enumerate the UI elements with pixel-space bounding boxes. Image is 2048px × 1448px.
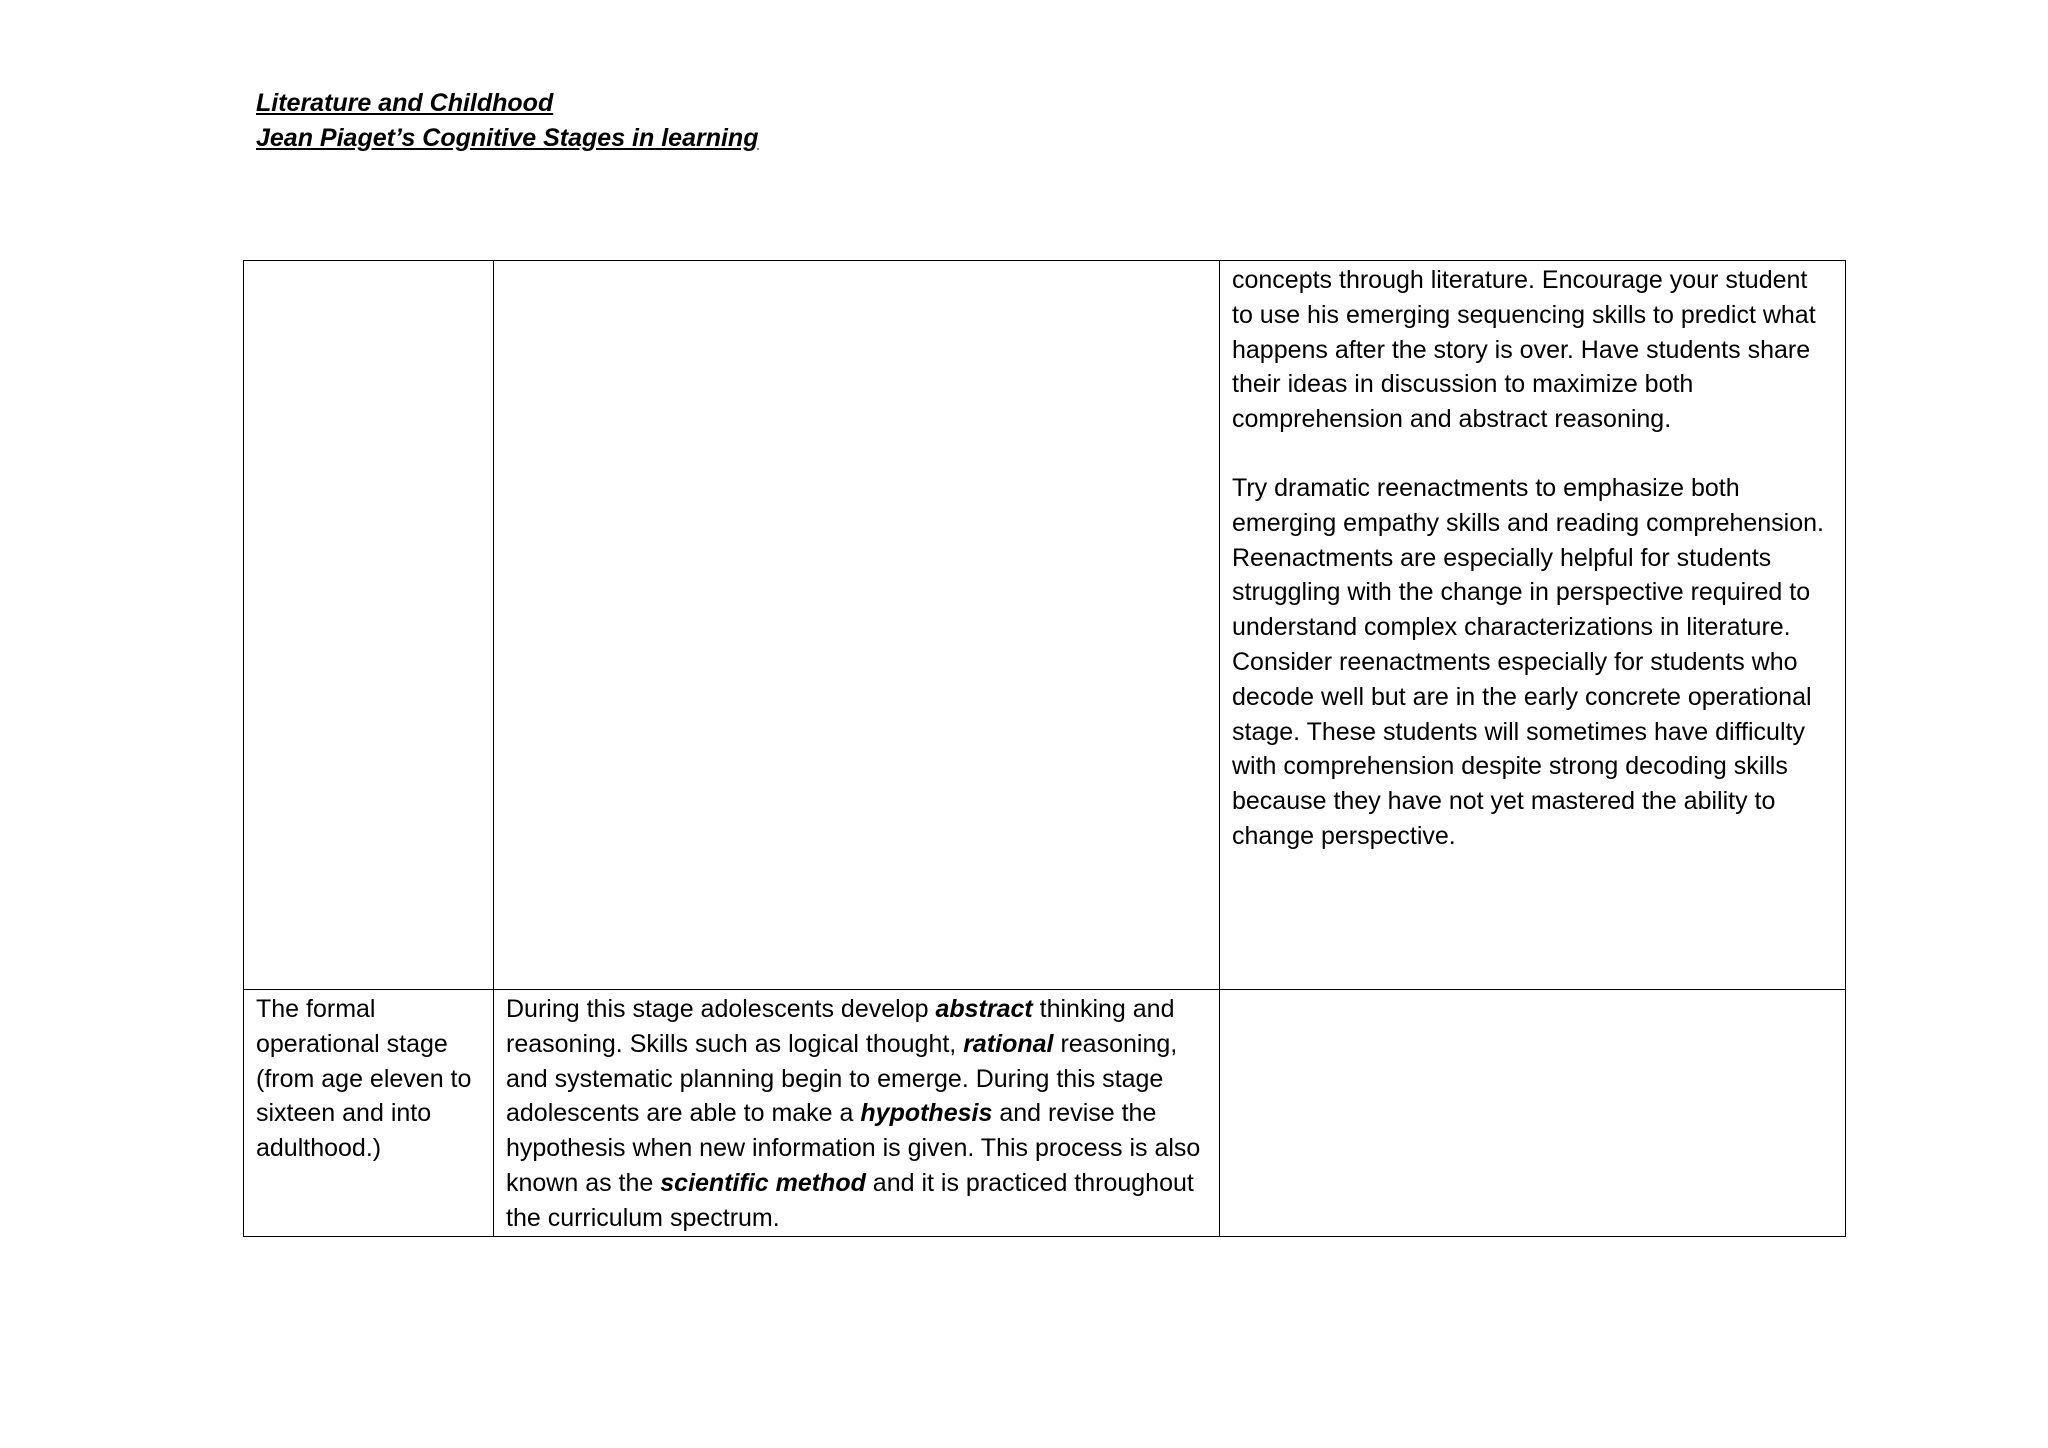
description-cell: During this stage adolescents develop abstract thinking and reasoning. Skills such as logical thought, rational reasoning, and systematic planning begin to emerge. During this stage adolescents are able to make a hypothesis and revise the hypothesis when new information is given. This process is also known as the scientific method and it is practiced throughout the curriculum spectrum. xyxy=(494,990,1220,1237)
keyword-abstract: abstract xyxy=(935,995,1033,1023)
stage-name: The formal operational stage (from age eleven to sixteen and into adulthood.) xyxy=(256,995,472,1163)
table-row xyxy=(244,990,1846,1237)
document-subtitle: Jean Piaget’s Cognitive Stages in learning xyxy=(256,124,759,152)
stage-cell xyxy=(244,261,494,990)
stage-cell xyxy=(244,990,494,1237)
table-row xyxy=(244,261,1846,990)
keyword-scientific-method: scientific method xyxy=(660,1168,866,1197)
keyword-rational: rational xyxy=(963,1029,1054,1058)
activity-paragraph: concepts through literature. Encourage your student to use his emerging sequencing skills to predict what happens after the story is over. Have students share their ideas in discussion to maximize both comprehension and abstract reasoning. xyxy=(1232,266,1816,434)
course-title: Literature and Childhood xyxy=(256,89,554,117)
document-header xyxy=(256,86,758,156)
cognitive-stages-table xyxy=(243,260,1846,1237)
activity-paragraph: Try dramatic reenactments to emphasize both emerging empathy skills and reading comprehension. Reenactments are especially helpful for students struggling with the change in perspective required to understand complex characterizations in literature. Consider reenactments especially for students who decode well but are in the early concrete operational stage. These students will sometimes have difficulty with comprehension despite strong decoding skills because they have not yet mastered the ability to change perspective. xyxy=(1232,473,1824,850)
activities-cell xyxy=(1220,990,1846,1237)
activities-cell xyxy=(1220,261,1846,990)
keyword-hypothesis: hypothesis xyxy=(860,1099,993,1128)
description-cell xyxy=(494,261,1220,990)
